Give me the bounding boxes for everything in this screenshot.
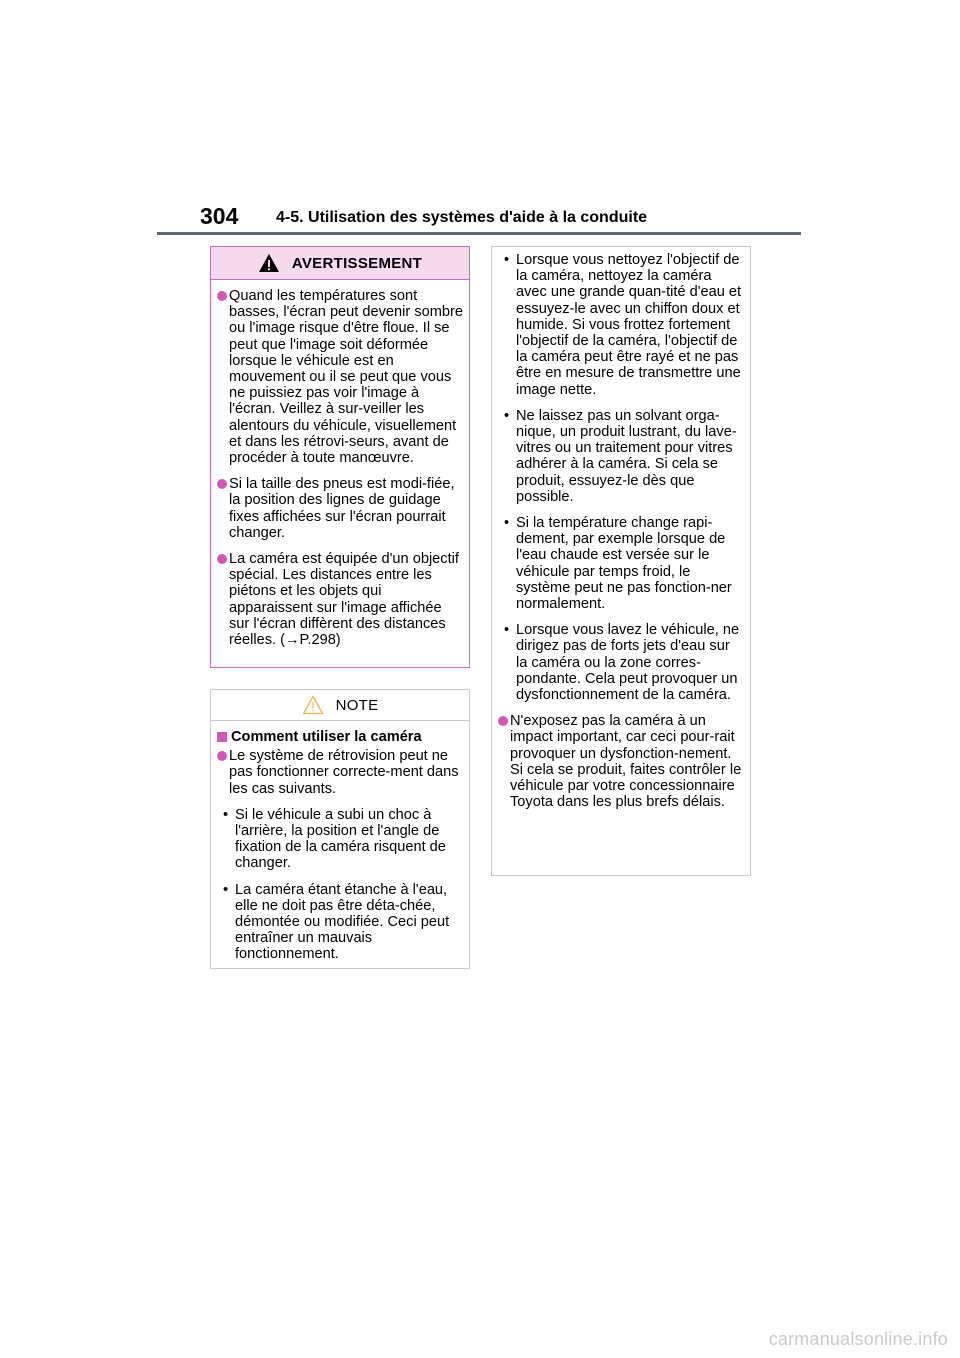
note-bullet: • La caméra étant étanche à l'eau, elle ne doit pas être déta-chée, démontée ou modifiée. Ceci peut entraîner un mauvais fonctionnement. (217, 882, 463, 963)
continued-bullet: • Si la température change rapi-dement, par exemple lorsque de l'eau chaude est versée sur le véhicule par temps froid, le système peut ne pas fonction-ner normalement. (498, 515, 744, 612)
note-intro: Le système de rétrovision peut ne pas fonctionner correcte-ment dans les cas suivants. (217, 748, 463, 797)
caution-triangle-icon (302, 695, 324, 715)
watermark: carmanualsonline.info (768, 1329, 948, 1349)
note-continued-box (491, 246, 751, 876)
note-title: NOTE (335, 696, 379, 714)
note-header (211, 690, 469, 721)
warning-title: AVERTISSEMENT (291, 254, 423, 272)
header-rule (157, 232, 801, 235)
warning-header (211, 247, 469, 280)
warning-item: Quand les températures sont basses, l'écran peut devenir sombre ou l'image risque d'être floue. Il se peut que l'image soit déformée lorsque le véhicule est en mouvement ou il se peut que vous ne puissiez pas voir l'image à l'écran. Veillez à sur-veiller les alentours du véhicule, visuellement et dans les rétrovi-seurs, avant de procéder à toute manœuvre. (217, 288, 463, 466)
warning-item: Si la taille des pneus est modi-fiée, la position des lignes de guidage fixes affichées sur l'écran pourrait changer. (217, 476, 463, 541)
continued-bullet: • Ne laissez pas un solvant orga-nique, un produit lustrant, du lave-vitres ou un traitement pour vitres adhérer à la caméra. Si cela se produit, essuyez-le dès que possible. (498, 408, 744, 505)
section-title: 4-5. Utilisation des systèmes d'aide à la conduite (276, 209, 648, 226)
warning-item: La caméra est équipée d'un objectif spécial. Les distances entre les piétons et les objets qui apparaissent sur l'image affichée sur l'écran diffèrent des distances réelles. (→P.298) (217, 551, 463, 648)
note-bullet: • Si le véhicule a subi un choc à l'arrière, la position et l'angle de fixation de la caméra risquent de changer. (217, 807, 463, 872)
warning-box (210, 246, 470, 668)
page-number: 304 (200, 203, 239, 229)
note-box (210, 689, 470, 969)
warning-triangle-icon (258, 253, 280, 273)
note-subheading: Comment utiliser la caméra (217, 729, 463, 745)
continued-bullet: • Lorsque vous nettoyez l'objectif de la caméra, nettoyez la caméra avec une grande quan-tité d'eau et essuyez-le avec un chiffon doux et humide. Si vous frottez fortement l'objectif de la caméra, l'objectif de la caméra peut être rayé et ne pas être en mesure de transmettre une image nette. (498, 252, 744, 398)
continued-bullet: • Lorsque vous lavez le véhicule, ne dirigez pas de forts jets d'eau sur la caméra ou la zone corres-pondante. Cela peut provoquer un dysfonctionnement de la caméra. (498, 622, 744, 703)
continued-final-item: N'exposez pas la caméra à un impact important, car ceci pour-rait provoquer un dysfonction-nement. Si cela se produit, faites contrôler le véhicule par votre concessionnaire Toyota dans les plus brefs délais. (498, 713, 744, 810)
